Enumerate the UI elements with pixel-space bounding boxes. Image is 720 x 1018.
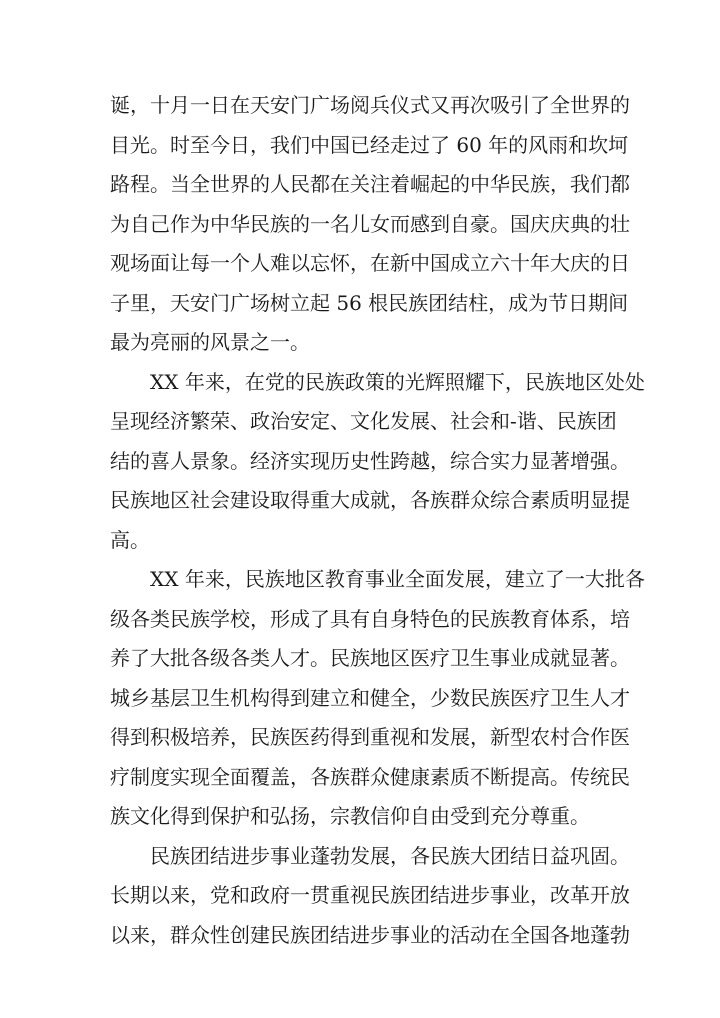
text-line: 诞，十月一日在天安门广场阅兵仪式又再次吸引了全世界的: [110, 93, 630, 117]
paragraph-2: [110, 363, 645, 561]
text-line: 路程。当全世界的人民都在关注着崛起的中华民族，我们都: [110, 172, 630, 196]
text-line: 目光。时至今日，我们中国已经走过了 60 年的风雨和坎坷: [110, 132, 629, 157]
text-line: XX 年来，民族地区教育事业全面发展，建立了一大批各: [150, 567, 645, 591]
text-line: 为自己作为中华民族的一名儿女而感到自豪。国庆庆典的壮: [110, 211, 630, 236]
text-line: 高。: [110, 527, 150, 552]
text-line: 养了大批各级各类人才。民族地区医疗卫生事业成就显著。: [110, 646, 630, 670]
text-line: 长期以来，党和政府一贯重视民族团结进步事业，改革开放: [110, 883, 630, 907]
text-line: 族文化得到保护和弘扬，宗教信仰自由受到充分尊重。: [110, 804, 590, 828]
text-line: 以来，群众性创建民族团结进步事业的活动在全国各地蓬勃: [110, 922, 630, 947]
paragraph-3: [110, 560, 645, 837]
text-line: XX 年来，在党的民族政策的光辉照耀下，民族地区处处: [150, 369, 645, 394]
text-line: 观场面让每一个人难以忘怀，在新中国成立六十年大庆的日: [110, 251, 630, 275]
paragraph-1: [110, 86, 630, 363]
text-line: 得到积极培养，民族医药得到重视和发展，新型农村合作医: [110, 725, 630, 749]
text-line: 级各类民族学校，形成了具有自身特色的民族教育体系，培: [110, 606, 630, 631]
text-line: 最为亮丽的风景之一。: [110, 330, 310, 354]
text-line: 结的喜人景象。经济实现历史性跨越，综合实力显著增强。: [110, 448, 630, 473]
text-line: 民族地区社会建设取得重大成就，各族群众综合素质明显提: [110, 488, 630, 512]
text-line: 疗制度实现全面覆盖，各族群众健康素质不断提高。传统民: [110, 764, 630, 789]
text-line: 子里，天安门广场树立起 56 根民族团结柱，成为节日期间: [110, 290, 629, 315]
text-line: 民族团结进步事业蓬勃发展，各民族大团结日益巩固。: [150, 843, 630, 868]
text-line: 呈现经济繁荣、政治安定、文化发展、社会和-谐、民族团: [110, 409, 617, 433]
text-line: 城乡基层卫生机构得到建立和健全，少数民族医疗卫生人才: [110, 685, 630, 710]
paragraph-4: [110, 837, 630, 956]
document-body: [110, 86, 645, 955]
